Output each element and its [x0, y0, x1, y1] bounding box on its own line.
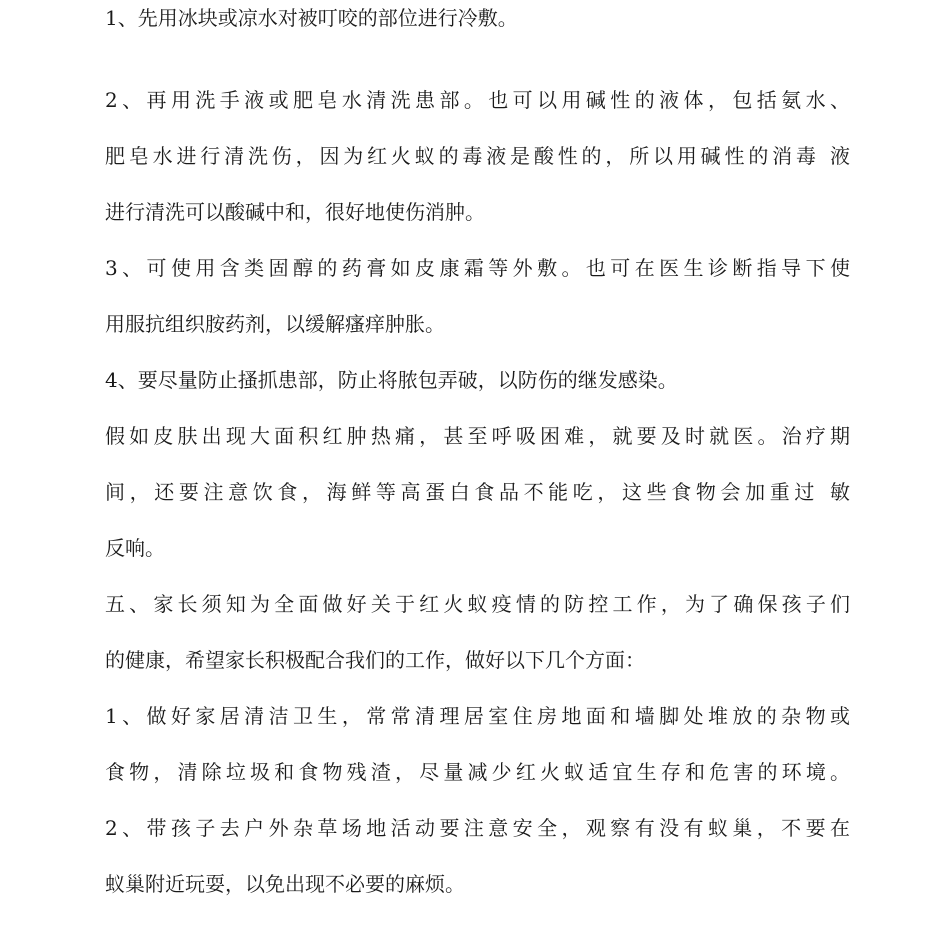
text-line: 用服抗组织胺药剂，以缓解瘙痒肿胀。 [105, 312, 445, 336]
text-line: 1、做好家居清洁卫生，常常清理居室住房地面和墙脚处堆放的杂物或 [105, 704, 850, 728]
text-line: 3、可使用含类固醇的药膏如皮康霜等外敷。也可在医生诊断指导下使 [105, 256, 850, 280]
text-line: 2、带孩子去户外杂草场地活动要注意安全，观察有没有蚁巢，不要在 [105, 816, 850, 840]
text-line: 间，还要注意饮食，海鲜等高蛋白食品不能吃，这些食物会加重过 敏 [105, 480, 850, 504]
text-line: 2、再用洗手液或肥皂水清洗患部。也可以用碱性的液体，包括氨水、 [105, 88, 850, 112]
text-line: 食物，清除垃圾和食物残渣，尽量减少红火蚁适宜生存和危害的环境。 [105, 760, 850, 784]
text-line: 进行清洗可以酸碱中和，很好地使伤消肿。 [105, 200, 485, 224]
text-line: 蚁巢附近玩耍，以免出现不必要的麻烦。 [105, 872, 465, 896]
text-line: 肥皂水进行清洗伤，因为红火蚁的毒液是酸性的，所以用碱性的消毒 液 [105, 144, 850, 168]
text-line: 反响。 [105, 536, 165, 560]
text-line: 的健康，希望家长积极配合我们的工作，做好以下几个方面： [105, 648, 645, 672]
text-line: 五、家长须知为全面做好关于红火蚁疫情的防控工作，为了确保孩子们 [105, 592, 850, 616]
text-line: 4、要尽量防止搔抓患部，防止将脓包弄破，以防伤的继发感染。 [105, 368, 678, 392]
text-line: 假如皮肤出现大面积红肿热痛，甚至呼吸困难，就要及时就医。治疗期 [105, 424, 850, 448]
text-line: 1、先用冰块或凉水对被叮咬的部位进行冷敷。 [105, 6, 518, 30]
